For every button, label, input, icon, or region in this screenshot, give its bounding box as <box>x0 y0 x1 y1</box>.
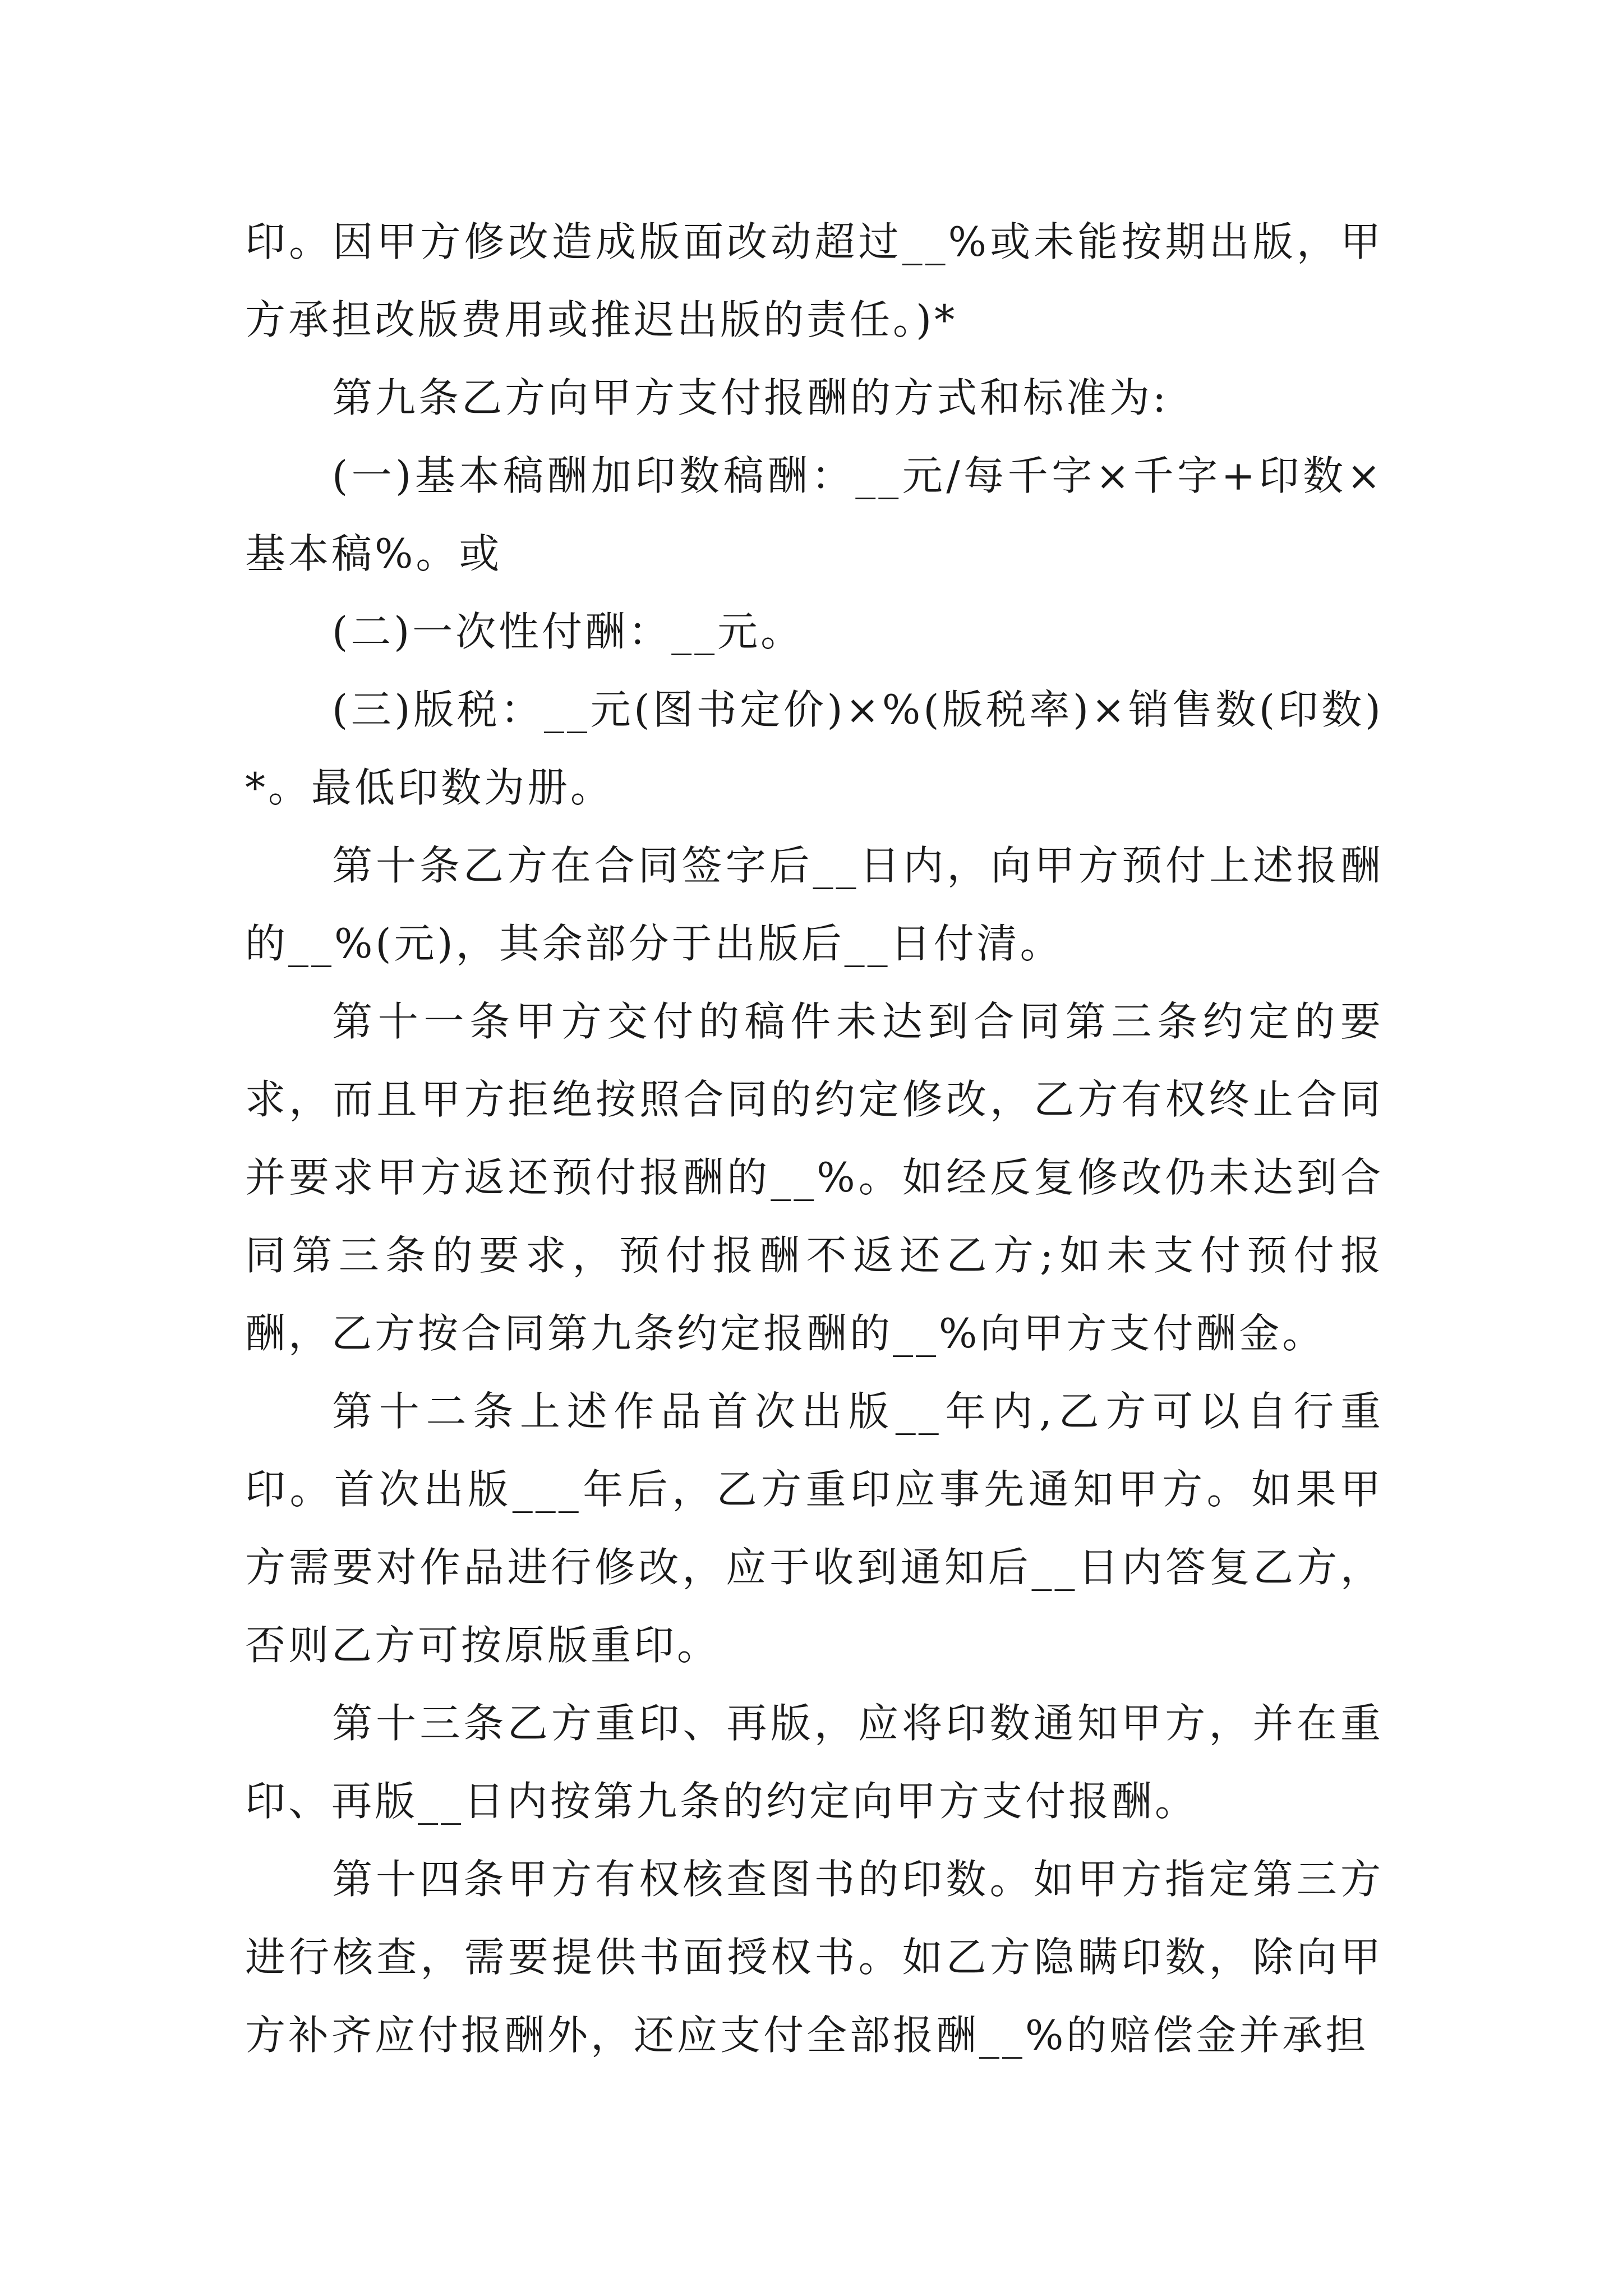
paragraph-article-12: 第十二条上述作品首次出版__年内,乙方可以自行重印。首次出版___年后，乙方重印应事先通知甲方。如果甲方需要对作品进行修改，应于收到通知后__日内答复乙方，否则乙方可按原版重印。 <box>245 1388 1384 1669</box>
paragraph-article-14: 第十四条甲方有权核查图书的印数。如甲方指定第三方进行核查，需要提供书面授权书。如乙方隐瞒印数，除向甲方补齐应付报酬外，还应支付全部报酬__%的赔偿金并承担 <box>245 1856 1384 2059</box>
paragraph-item-1: (一)基本稿酬加印数稿酬：__元/每千字×千字+印数×基本稿%。或 <box>245 452 1384 577</box>
document-body <box>245 203 1384 2074</box>
paragraph-article-9: 第九条乙方向甲方支付报酬的方式和标准为: <box>332 374 1169 421</box>
paragraph-article-13: 第十三条乙方重印、再版，应将印数通知甲方，并在重印、再版__日内按第九条的约定向甲方支付报酬。 <box>245 1700 1384 1825</box>
paragraph-article-10: 第十条乙方在合同签字后__日内，向甲方预付上述报酬的__%(元)，其余部分于出版后__日付清。 <box>245 842 1384 967</box>
paragraph-article-11: 第十一条甲方交付的稿件未达到合同第三条约定的要求，而且甲方拒绝按照合同的约定修改，乙方有权终止合同并要求甲方返还预付报酬的__%。如经反复修改仍未达到合同第三条的要求，预付报酬不返还乙方;如未支付预付报酬，乙方按合同第九条约定报酬的__%向甲方支付酬金。 <box>245 998 1384 1357</box>
paragraph-item-3: (三)版税：__元(图书定价)×%(版税率)×销售数(印数)*。最低印数为册。 <box>245 686 1384 811</box>
paragraph: 印。因甲方修改造成版面改动超过__%或未能按期出版，甲方承担改版费用或推迟出版的责任。)* <box>245 218 1384 343</box>
paragraph-item-2: (二)一次性付酬：__元。 <box>332 608 804 655</box>
